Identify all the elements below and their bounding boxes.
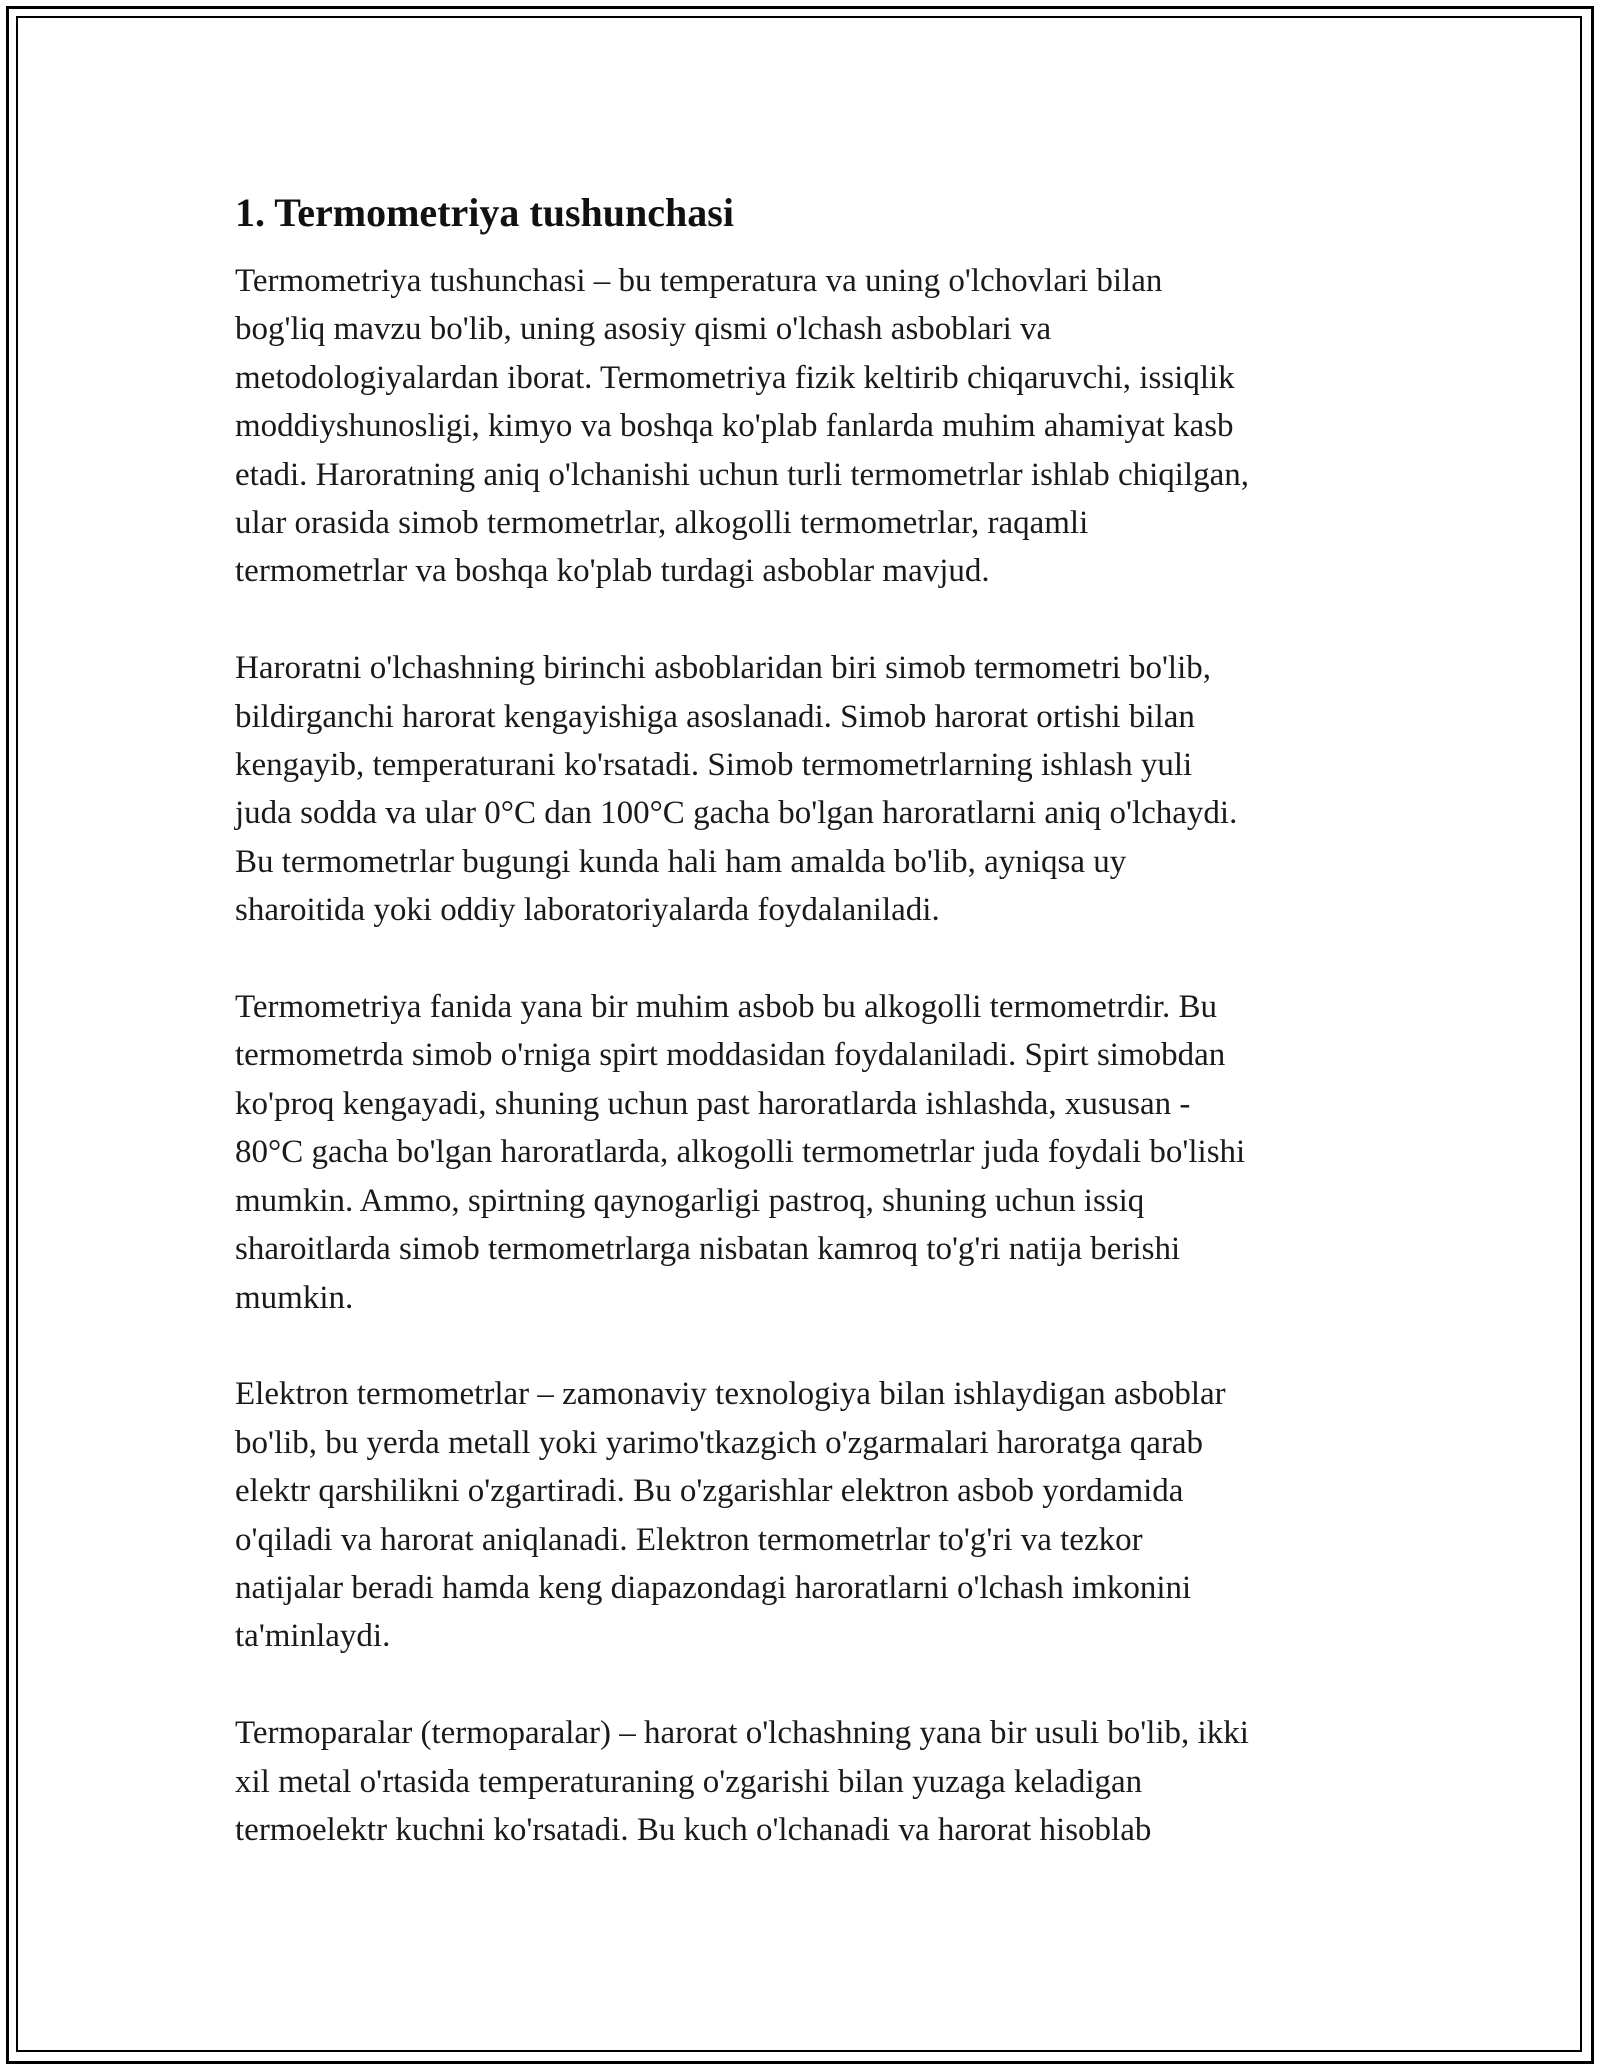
paragraph-termometriya-intro: Termometriya tushunchasi – bu temperatura va uning o'lchovlari bilan bog'liq mavzu bo'lib, uning asosiy qismi o'lchash asboblari va metodologiyalardan iborat. Termometriya fizik keltirib chiqaruvchi, issiqlik moddiyshunosligi, kimyo va boshqa ko'plab fanlarda muhim ahamiyat kasb etadi. Haroratning aniq o'lchanishi uchun turli termometrlar ishlab chiqilgan, ular orasida simob termometrlar, alkogolli termometrlar, raqamli termometrlar va boshqa ko'plab turdagi asboblar mavjud. — [235, 263, 1249, 590]
paragraph-elektron-termometrlar: Elektron termometrlar – zamonaviy texnologiya bilan ishlaydigan asboblar bo'lib, bu yerda metall yoki yarimo'tkazgich o'zgarmalari haroratga qarab elektr qarshilikni o'zgartiradi. Bu o'zgarishlar elektron asbob yordamida o'qiladi va harorat aniqlanadi. Elektron termometrlar to'g'ri va tezkor natijalar beradi hamda keng diapazondagi haroratlarni o'lchash imkonini ta'minlaydi. — [235, 1376, 1226, 1655]
paragraph-alkogolli-termometr: Termometriya fanida yana bir muhim asbob bu alkogolli termometrdir. Bu termometrda simob o'rniga spirt moddasidan foydalaniladi. Spirt simobdan ko'proq kengayadi, shuning uchun past haroratlarda ishlashda, xususan - 80°C gacha bo'lgan haroratlarda, alkogolli termometrlar juda foydali bo'lishi mumkin. Ammo, spirtning qaynogarligi pastroq, shuning uchun issiq sharoitlarda simob termometrlarga nisbatan kamroq to'g'ri natija berishi mumkin. — [235, 989, 1246, 1316]
paragraph-termoparalar: Termoparalar (termoparalar) – harorat o'lchashning yana bir usuli bo'lib, ikki xil metal o'rtasida temperaturaning o'zgarishi bilan yuzaga keladigan termoelektr kuchni ko'rsatadi. Bu kuch o'lchanadi va harorat hisoblab — [235, 1715, 1249, 1848]
document-body — [235, 185, 1385, 1903]
paragraph-simob-termometri: Haroratni o'lchashning birinchi asboblaridan biri simob termometri bo'lib, bildirganchi harorat kengayishiga asoslanadi. Simob harorat ortishi bilan kengayib, temperaturani ko'rsatadi. Simob termometrlarning ishlash yuli juda sodda va ular 0°C dan 100°C gacha bo'lgan haroratlarni aniq o'lchaydi. Bu termometrlar bugungi kunda hali ham amalda bo'lib, ayniqsa uy sharoitida yoki oddiy laboratoriyalarda foydalaniladi. — [235, 650, 1238, 929]
section-heading: 1. Termometriya tushunchasi — [235, 190, 734, 235]
